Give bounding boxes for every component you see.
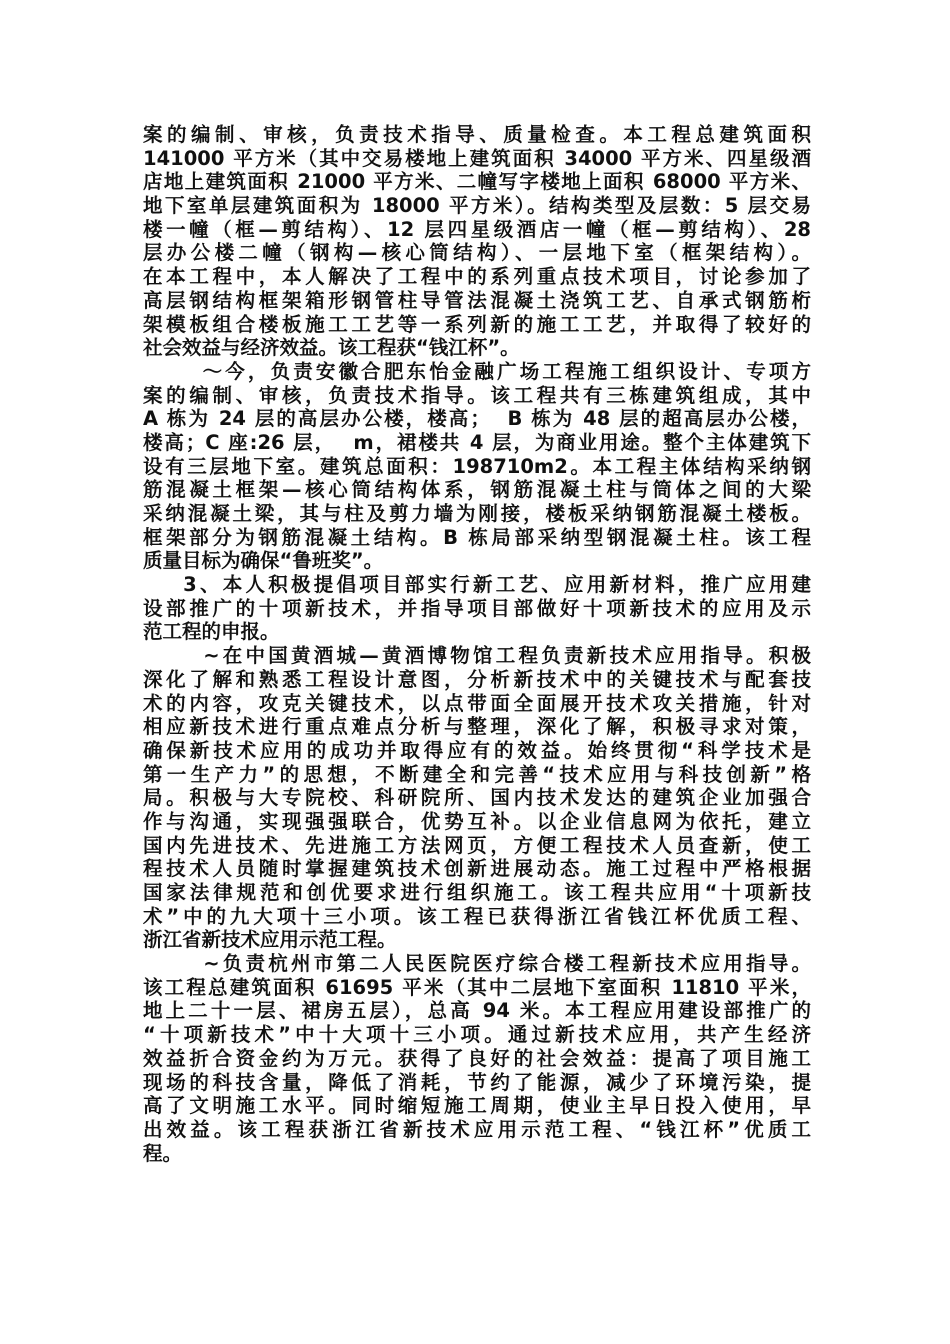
text-line: 层办公楼二幢（钢构—核心筒结构）、一层地下室（框架结构）。 [143, 241, 811, 265]
text-line: 楼一幢（框—剪结构）、12 层四星级酒店一幢（框—剪结构）、28 [143, 217, 811, 241]
text-line: 社会效益与经济效益。该工程获“钱江杯”。 [143, 336, 520, 360]
text-line: 框架部分为钢筋混凝土结构。B 栋局部采纳型钢混凝土柱。该工程 [143, 525, 811, 549]
text-line: 案的编制、审核，负责技术指导、质量检查。本工程总建筑面积 [143, 123, 811, 146]
text-line: 现场的科技含量，降低了消耗，节约了能源，减少了环境污染，提 [143, 1070, 811, 1094]
text-line: ~负责杭州市第二人民医院医疗综合楼工程新技术应用指导。 [143, 952, 811, 976]
text-line: 范工程的申报。 [143, 620, 280, 644]
text-line: 浙江省新技术应用示范工程。 [143, 928, 397, 952]
text-line: 作与沟通，实现强强联合，优势互补。以企业信息网为依托，建立 [143, 809, 811, 833]
text-line: ~在中国黄酒城—黄酒博物馆工程负责新技术应用指导。积极 [143, 644, 811, 668]
text-line: 店地上建筑面积 21000 平方米、二幢写字楼地上面积 68000 平方米、 [143, 170, 811, 194]
text-line: 3、本人积极提倡项目部实行新工艺、应用新材料，推广应用建 [143, 573, 811, 597]
text-line: 采纳混凝土梁，其与柱及剪力墙为刚接，楼板采纳钢筋混凝土楼板。 [143, 502, 811, 525]
text-line: 141000 平方米（其中交易楼地上建筑面积 34000 平方米、四星级酒 [143, 146, 811, 170]
text-line: “十项新技术”中十大项十三小项。通过新技术应用，共产生经济 [143, 1023, 811, 1047]
text-line: 程。 [143, 1141, 183, 1165]
text-line: 出效益。该工程获浙江省新技术应用示范工程、“钱江杯”优质工 [143, 1117, 811, 1141]
text-line: 效益折合资金约为万元。获得了良好的社会效益：提高了项目施工 [143, 1046, 811, 1070]
text-line: 架模板组合楼板施工工艺等一系列新的施工工艺，并取得了较好的 [143, 312, 811, 336]
text-line: 设有三层地下室。建筑总面积：198710m2。本工程主体结构采纳钢 [143, 454, 811, 478]
text-line: 高层钢结构框架箱形钢管柱导管法混凝土浇筑工艺、自承式钢筋桁 [143, 288, 811, 312]
document-body [143, 123, 811, 1165]
text-line: 在本工程中，本人解决了工程中的系列重点技术项目，讨论参加了 [143, 265, 811, 289]
text-line: 地上二十一层、裙房五层），总高 94 米。本工程应用建设部推广的 [143, 999, 811, 1023]
text-line: 第一生产力”的思想，不断建全和完善“技术应用与科技创新”格 [143, 762, 811, 786]
text-line: 程技术人员随时掌握建筑技术创新进展动态。施工过程中严格根据 [143, 857, 811, 881]
text-line: 局。积极与大专院校、科研院所、国内技术发达的建筑企业加强合 [143, 786, 811, 810]
text-line: 筋混凝土框架—核心筒结构体系，钢筋混凝土柱与筒体之间的大梁 [143, 478, 811, 502]
text-line: 地下室单层建筑面积为 18000 平方米）。结构类型及层数：5 层交易 [143, 194, 811, 218]
text-line: 相应新技术进行重点难点分析与整理，深化了解，积极寻求对策， [143, 715, 811, 739]
text-line: 高了文明施工水平。同时缩短施工周期，使业主早日投入使用，早 [143, 1094, 811, 1118]
text-line: ～今，负责安徽合肥东怡金融广场工程施工组织设计、专项方 [143, 359, 811, 383]
text-line: 设部推广的十项新技术，并指导项目部做好十项新技术的应用及示 [143, 596, 811, 620]
text-line: 术”中的九大项十三小项。该工程已获得浙江省钱江杯优质工程、 [143, 904, 811, 928]
text-line: 质量目标为确保“鲁班奖”。 [143, 549, 384, 573]
text-line: 国内先进技术、先进施工方法网页，方便工程技术人员查新，使工 [143, 833, 811, 857]
text-line: A 栋为 24 层的高层办公楼，楼高； B 栋为 48 层的超高层办公楼， [143, 407, 811, 431]
text-line: 术的内容，攻克关键技术，以点带面全面展开技术攻关措施，针对 [143, 691, 811, 715]
text-line: 该工程总建筑面积 61695 平米（其中二层地下室面积 11810 平米， [143, 975, 811, 999]
text-line: 楼高；C 座:26 层， m，裙楼共 4 层，为商业用途。整个主体建筑下 [143, 430, 811, 454]
text-line: 深化了解和熟悉工程设计意图，分析新技术中的关键技术与配套技 [143, 667, 811, 691]
text-line: 国家法律规范和创优要求进行组织施工。该工程共应用“十项新技 [143, 881, 811, 904]
text-line: 案的编制、审核，负责技术指导。该工程共有三栋建筑组成，其中 [143, 383, 811, 407]
text-line: 确保新技术应用的成功并取得应有的效益。始终贯彻“科学技术是 [143, 738, 811, 762]
